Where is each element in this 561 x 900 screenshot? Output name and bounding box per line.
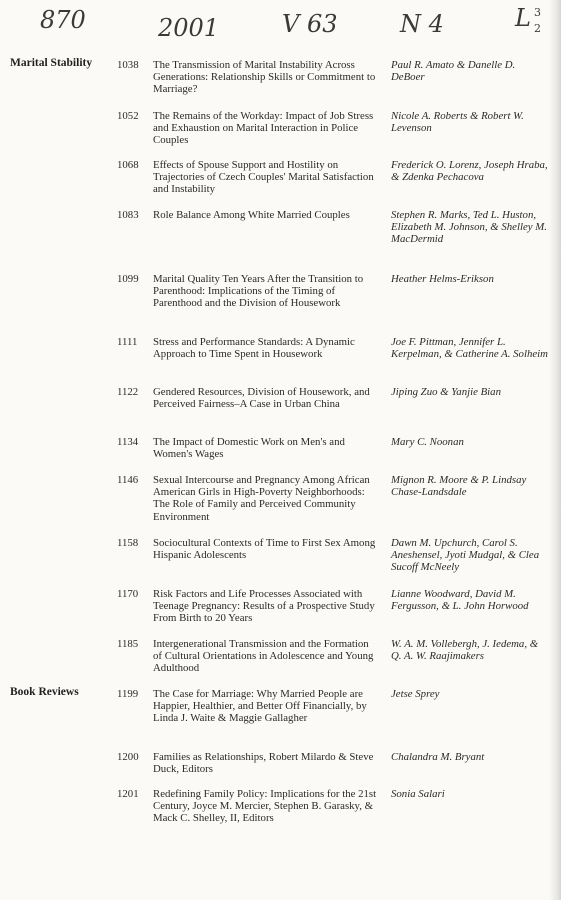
section-heading-marital-stability: Marital Stability: [10, 57, 93, 69]
article-authors: Frederick O. Lorenz, Joseph Hraba, & Zdenka Pechacova: [391, 159, 548, 184]
article-authors: Lianne Woodward, David M. Fergusson, & L. John Horwood: [391, 588, 529, 613]
article-authors: Jetse Sprey: [391, 688, 440, 700]
article-authors: Heather Helms-Erikson: [391, 273, 494, 285]
article-title: Stress and Performance Standards: A Dynamic Approach to Time Spent in Housework: [153, 336, 355, 361]
handwritten-corner-sub: 2: [534, 22, 541, 35]
page-number: 1200: [117, 751, 139, 763]
page-number: 1201: [117, 788, 139, 800]
page-number: 1068: [117, 159, 139, 171]
article-title: Intergenerational Transmission and the Formation of Cultural Orientations in Adolescence and Young Adulthood: [153, 638, 374, 675]
article-title: The Remains of the Workday: Impact of Job Stress and Exhaustion on Marital Interaction in Police Couples: [153, 110, 374, 147]
page-number: 1185: [117, 638, 139, 650]
article-title: Gendered Resources, Division of Housework, and Perceived Fairness–A Case in Urban China: [153, 386, 370, 411]
page-number: 1038: [117, 59, 139, 71]
page-number: 1099: [117, 273, 139, 285]
article-authors: Mignon R. Moore & P. Lindsay Chase-Landsdale: [391, 474, 527, 499]
article-title: Risk Factors and Life Processes Associated with Teenage Pregnancy: Results of a Prospective Study From Birth to 20 Years: [153, 588, 375, 625]
page-number: 1083: [117, 209, 139, 221]
handwritten-year: 2001: [158, 14, 220, 42]
article-authors: Nicole A. Roberts & Robert W. Levenson: [391, 110, 524, 135]
article-title: The Case for Marriage: Why Married People are Happier, Healthier, and Better Off Financially, by Linda J. Waite & Maggie Gallagher: [153, 688, 367, 725]
article-authors: W. A. M. Vollebergh, J. Iedema, & Q. A. W. Raajimakers: [391, 638, 539, 663]
handwritten-issue: N 4: [400, 10, 444, 38]
article-title: Sexual Intercourse and Pregnancy Among African American Girls in High-Poverty Neighborhoods: The Role of Family and Perceived Community Environment: [153, 474, 370, 523]
page-number: 1199: [117, 688, 139, 700]
article-title: Role Balance Among White Married Couples: [153, 209, 350, 221]
article-authors: Stephen R. Marks, Ted L. Huston, Elizabeth M. Johnson, & Shelley M. MacDermid: [391, 209, 547, 246]
article-title: Families as Relationships, Robert Milardo & Steve Duck, Editors: [153, 751, 374, 776]
handwritten-number: 870: [40, 6, 86, 34]
article-title: Marital Quality Ten Years After the Transition to Parenthood: Implications of the Timing of Parenthood and the Division of Housework: [153, 273, 364, 310]
article-authors: Paul R. Amato & Danelle D. DeBoer: [391, 59, 516, 84]
article-authors: Sonia Salari: [391, 788, 445, 800]
page-number: 1158: [117, 537, 139, 549]
article-title: Redefining Family Policy: Implications for the 21st Century, Joyce M. Mercier, Stephen B. Garasky, & Mack C. Shelley, II, Editors: [153, 788, 377, 825]
article-title: The Transmission of Marital Instability Across Generations: Relationship Skills or Commitment to Marriage?: [153, 59, 376, 96]
article-title: Effects of Spouse Support and Hostility on Trajectories of Czech Couples' Marital Satisfaction and Instability: [153, 159, 374, 196]
handwritten-volume: V 63: [282, 10, 338, 38]
article-authors: Mary C. Noonan: [391, 436, 464, 448]
article-title: Sociocultural Contexts of Time to First Sex Among Hispanic Adolescents: [153, 537, 376, 562]
article-authors: Dawn M. Upchurch, Carol S. Aneshensel, Jyoti Mudgal, & Clea Sucoff McNeely: [391, 537, 540, 574]
article-authors: Jiping Zuo & Yanjie Bian: [391, 386, 501, 398]
page-number: 1134: [117, 436, 139, 448]
page-number: 1052: [117, 110, 139, 122]
page-number: 1122: [117, 386, 139, 398]
article-authors: Chalandra M. Bryant: [391, 751, 485, 763]
page-number: 1146: [117, 474, 139, 486]
page-number: 1170: [117, 588, 139, 600]
page-edge-shadow: [549, 0, 561, 900]
handwritten-corner-sup: 3: [534, 6, 541, 19]
page-number: 1111: [117, 336, 138, 348]
handwritten-corner: L: [515, 4, 531, 32]
article-title: The Impact of Domestic Work on Men's and Women's Wages: [153, 436, 345, 461]
article-authors: Joe F. Pittman, Jennifer L. Kerpelman, & Catherine A. Solheim: [391, 336, 548, 361]
section-heading-book-reviews: Book Reviews: [10, 686, 79, 698]
